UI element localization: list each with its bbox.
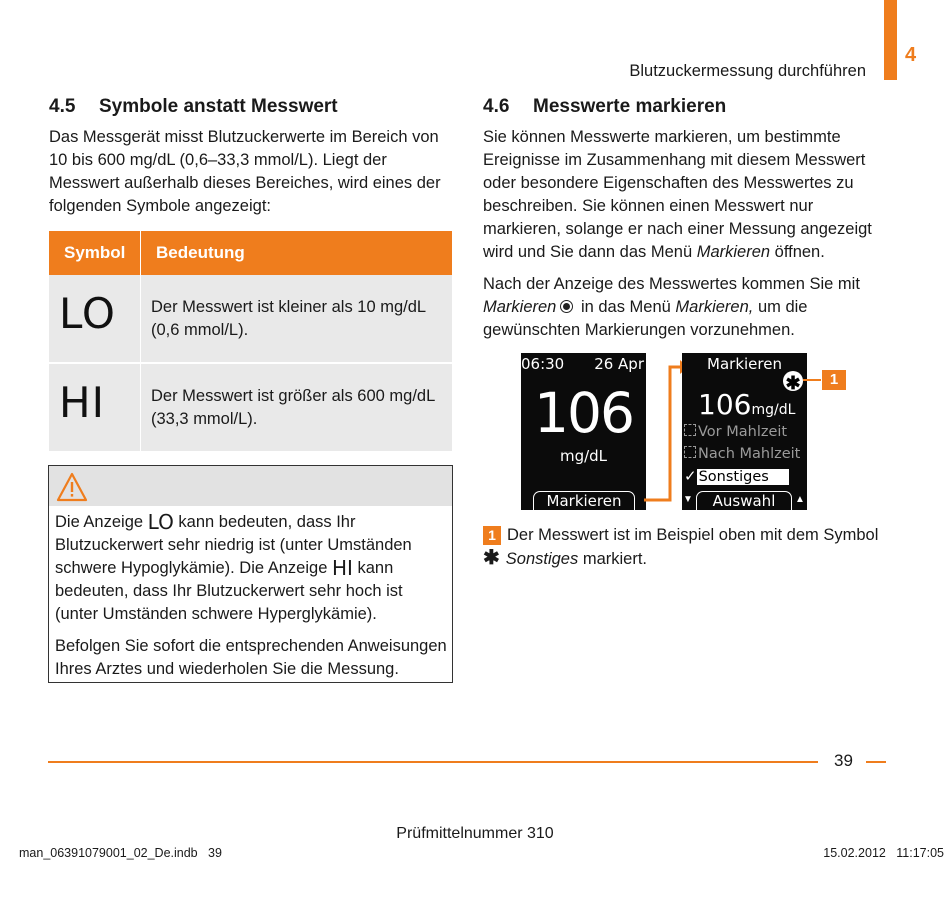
section-number: 4.6	[483, 96, 510, 117]
text-line: Blutzuckerwert sehr niedrig ist (unter Umständen	[55, 536, 412, 554]
chapter-number: 4	[905, 44, 917, 66]
figure-caption	[483, 524, 878, 571]
text-span: kann	[352, 559, 394, 577]
table-row	[49, 275, 452, 363]
text-line	[483, 524, 878, 547]
text-span: kann bedeuten, dass Ihr	[173, 513, 356, 531]
callout-leader	[803, 379, 821, 381]
meaning-cell	[141, 275, 453, 363]
table-header-row	[49, 231, 452, 275]
meter-screen-marking-menu	[682, 353, 807, 510]
section-title: Messwerte markieren	[533, 96, 727, 117]
footer-rule	[48, 761, 818, 763]
text-span: Die Anzeige	[55, 513, 148, 531]
text-line: Befolgen Sie sofort die entsprechenden Anweisungen	[55, 637, 447, 655]
footer-datetime: 15.02.2012 11:17:05	[823, 846, 944, 860]
text-line: 10 bis 600 mg/dL (0,6–33,3 mmol/L). Liegt der	[49, 151, 387, 169]
text-line: (0,6 mmol/L).	[151, 320, 249, 339]
text-line: Sie können Messwerte markieren, um bestimmte	[483, 128, 841, 146]
text-span: markiert.	[578, 550, 647, 568]
text-line	[483, 241, 872, 264]
meter-screen-result	[521, 353, 646, 510]
text-line: gewünschten Markierungen vorzunehmen.	[483, 321, 795, 339]
section-4-6-paragraph-1	[483, 126, 872, 264]
text-line: (unter Umständen schwere Hyperglykämie).	[55, 605, 377, 623]
menu-option-sonstiges[interactable]	[684, 467, 804, 487]
screen-time: 06:30	[521, 355, 565, 373]
table-row	[49, 363, 452, 451]
footer-rule	[866, 761, 886, 763]
option-label: Vor Mahlzeit	[698, 424, 788, 440]
text-line: markieren, solange er nach einer Messung angezeigt	[483, 220, 872, 238]
text-line: bedeuten, dass Ihr Blutzuckerwert sehr hoch ist	[55, 582, 403, 600]
text-line	[55, 511, 450, 534]
meaning-cell	[141, 363, 453, 451]
text-line: folgenden Symbole angezeigt:	[49, 197, 271, 215]
text-line: Das Messgerät misst Blutzuckerwerte im Bereich von	[49, 128, 439, 146]
text-span: wird und Sie dann das Menü	[483, 243, 697, 261]
column-header-meaning: Bedeutung	[141, 231, 453, 275]
symbol-table	[49, 231, 452, 451]
text-span: Der Messwert ist im Beispiel oben mit dem Symbol	[507, 526, 879, 544]
running-head: Blutzuckermessung durchführen	[629, 62, 866, 80]
text-line: Ihres Arztes und wiederholen Sie die Messung.	[55, 660, 399, 678]
scroll-down-icon: ▼	[683, 494, 693, 505]
lo-symbol: LO	[59, 289, 116, 338]
warning-box	[48, 465, 453, 683]
text-span: öffnen.	[770, 243, 825, 261]
page-number: 39	[834, 751, 853, 770]
warning-header	[49, 466, 452, 506]
warning-triangle-icon	[55, 471, 89, 503]
callout-number-badge: 1	[822, 370, 846, 390]
text-span: schwere Hypoglykämie). Die Anzeige	[55, 559, 332, 577]
text-line	[55, 557, 450, 580]
screen-markieren-button[interactable]: Markieren	[533, 491, 635, 511]
button-dot-icon	[560, 300, 573, 313]
text-line: Der Messwert ist kleiner als 10 mg/dL	[151, 297, 427, 316]
asterisk-mark-icon: ✱	[483, 547, 500, 569]
text-line: Messwert außerhalb dieses Bereiches, wird eines der	[49, 174, 441, 192]
menu-term: Markieren	[696, 243, 771, 261]
hi-symbol: HI	[331, 556, 353, 580]
screen-value-row	[698, 388, 795, 421]
screen-unit: mg/dL	[751, 402, 796, 418]
section-4-6-paragraph-2	[483, 273, 860, 342]
warning-paragraph-2	[55, 635, 450, 681]
text-line: Nach der Anzeige des Messwertes kommen Sie mit	[483, 275, 860, 293]
menu-option-nach-mahlzeit[interactable]	[684, 446, 800, 462]
section-4-6-heading	[483, 96, 726, 118]
section-title: Symbole anstatt Messwert	[99, 96, 338, 117]
chapter-tab-marker	[884, 0, 897, 80]
text-span: in das Menü	[576, 298, 676, 316]
text-line: beschreiben. Sie können einen Messwert nur	[483, 197, 814, 215]
lo-symbol: LO	[147, 510, 174, 534]
text-line	[483, 547, 878, 571]
warning-paragraph-1	[55, 511, 450, 626]
callout-number-badge: 1	[483, 526, 501, 545]
screen-value: 106	[698, 388, 752, 421]
option-label: Sonstiges	[697, 469, 789, 485]
screen-unit: mg/dL	[559, 447, 608, 465]
screen-value: 106	[534, 381, 633, 445]
marker-term: Sonstiges	[505, 550, 579, 568]
text-span: um die	[753, 298, 808, 316]
text-line: Ereignisse im Zusammenhang mit diesem Messwert	[483, 151, 866, 169]
symbol-cell	[49, 363, 141, 451]
checkbox-icon	[684, 446, 696, 458]
text-line	[483, 296, 860, 319]
section-4-5-intro	[49, 126, 441, 218]
symbol-cell	[49, 275, 141, 363]
menu-term: Markieren	[483, 298, 557, 316]
text-line: (33,3 mmol/L).	[151, 409, 258, 428]
text-line: oder besondere Eigenschaften des Messwertes zu	[483, 174, 854, 192]
screen-date: 26 Apr	[594, 355, 644, 373]
section-4-5-heading	[49, 96, 338, 118]
screen-auswahl-button[interactable]: Auswahl	[696, 491, 792, 511]
asterisk-mark-icon: ✱	[783, 371, 803, 391]
menu-term: Markieren,	[675, 298, 754, 316]
footer-file-info: man_06391079001_02_De.indb 39	[19, 846, 222, 860]
section-number: 4.5	[49, 96, 76, 117]
menu-option-vor-mahlzeit[interactable]	[684, 424, 787, 440]
text-line: Der Messwert ist größer als 600 mg/dL	[151, 386, 436, 405]
checkbox-icon	[684, 424, 696, 436]
footer-center-note: Prüfmittelnummer 310	[396, 825, 554, 842]
hi-symbol: HI	[59, 378, 105, 427]
screen-menu-title: Markieren	[707, 355, 782, 373]
checkmark-icon: ✓	[684, 467, 697, 485]
scroll-up-icon: ▲	[795, 494, 805, 505]
column-header-symbol: Symbol	[49, 231, 141, 275]
option-label: Nach Mahlzeit	[698, 446, 801, 462]
